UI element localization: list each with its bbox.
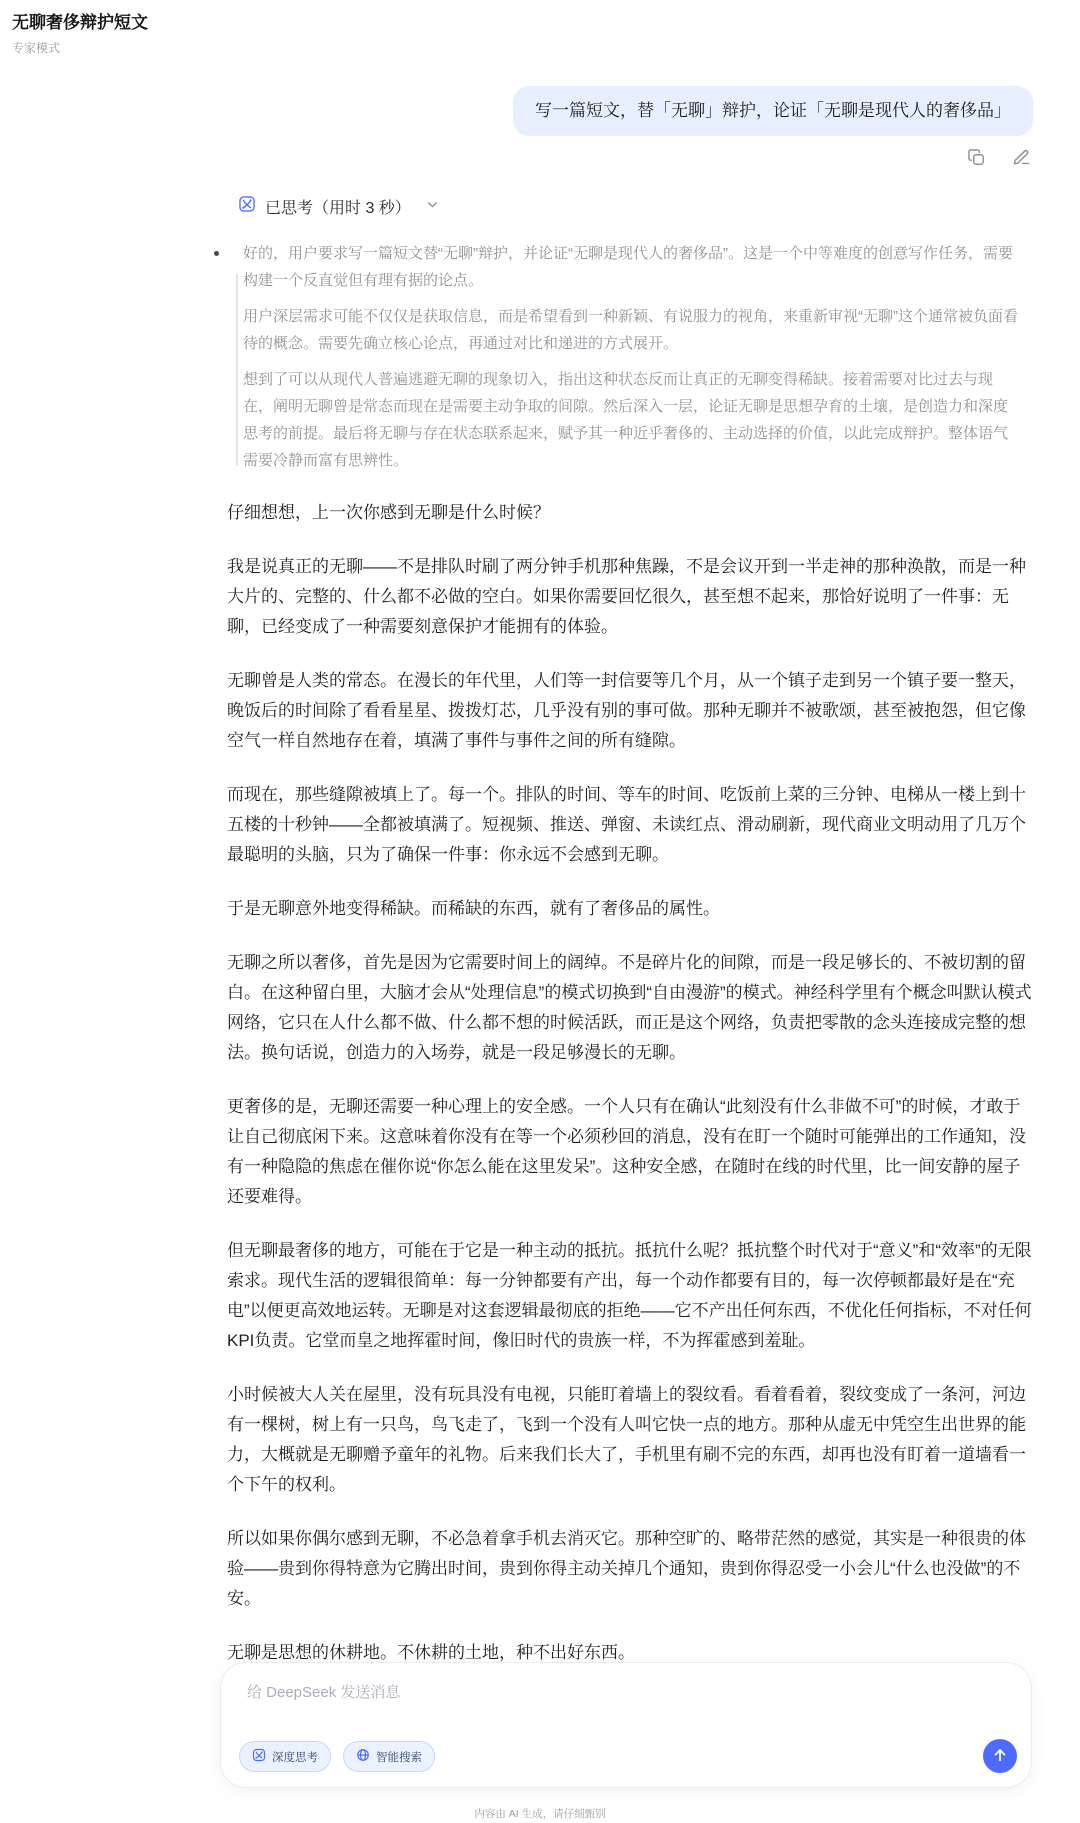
web-search-toggle[interactable] [343,1741,435,1772]
answer-paragraph: 于是无聊意外地变得稀缺。而稀缺的东西，就有了奢侈品的属性。 [227,899,720,918]
doc-header [12,8,148,56]
page-title: 无聊奢侈辩护短文 [12,13,148,32]
message-input[interactable] [247,1684,867,1701]
copy-icon [967,148,986,167]
thinking-paragraph: 想到了可以从现代人普遍逃避无聊的现象切入，指出这种状态反而让真正的无聊变得稀缺。接着需要对比过去与现在，阐明无聊曾是常态而现在是需要主动争取的间隙。然后深入一层，论证无聊是思想孕育的土壤，是创造力和深度思考的前提。最后将无聊与存在状态联系起来，赋予其一种近乎奢侈的、主动选择的价值，以此完成辩护。整体语气需要冷静而富有思辨性。 [243,371,1009,469]
thinking-content [227,240,1019,474]
globe-icon [356,1748,370,1765]
composer-toggles [239,1741,435,1772]
user-message-row [227,86,1033,136]
deep-think-toggle[interactable] [239,1741,331,1772]
answer-paragraph: 我是说真正的无聊——不是排队时刷了两分钟手机那种焦躁，不是会议开到一半走神的那种涣散，而是一种大片的、完整的、什么都不必做的空白。如果你需要回忆很久，甚至想不起来，那恰好说明了一件事：无聊，已经变成了一种需要刻意保护才能拥有的体验。 [227,557,1026,636]
answer-paragraph: 所以如果你偶尔感到无聊，不必急着拿手机去消灭它。那种空旷的、略带茫然的感觉，其实是一种很贵的体验——贵到你得特意为它腾出时间，贵到你得主动关掉几个通知，贵到你得忍受一小会儿“什么也没做”的不安。 [227,1529,1026,1608]
ai-disclaimer: 内容由 AI 生成，请仔细甄别 [474,1808,606,1820]
edit-icon [1012,148,1031,167]
mode-label: 专家模式 [12,41,61,55]
copy-message-button[interactable] [967,148,986,167]
assistant-answer [227,498,1033,1668]
user-message-bubble: 写一篇短文，替「无聊」辩护，论证「无聊是现代人的奢侈品」 [513,86,1033,136]
deepthink-atom-icon [252,1748,266,1765]
answer-paragraph: 仔细想想，上一次你感到无聊是什么时候？ [227,503,550,522]
answer-paragraph: 更奢侈的是，无聊还需要一种心理上的安全感。一个人只有在确认“此刻没有什么非做不可”的时候，才敢于让自己彻底闲下来。这意味着你没有在等一个必须秒回的消息，没有在盯一个随时可能弹出的工作通知，没有一种隐隐的焦虑在催你说“你怎么能在这里发呆”。这种安全感，在随时在线的时代里，比一间安静的屋子还要难得。 [227,1097,1026,1206]
composer [220,1662,1032,1788]
answer-paragraph: 无聊曾是人类的常态。在漫长的年代里，人们等一封信要等几个月，从一个镇子走到另一个镇子要一整天，晚饭后的时间除了看看星星、拨拨灯芯，几乎没有别的事可做。那种无聊并不被歌颂，甚至被抱怨，但它像空气一样自然地存在着，填满了事件与事件之间的所有缝隙。 [227,671,1026,750]
chat-column [227,0,1033,1710]
answer-paragraph: 无聊之所以奢侈，首先是因为它需要时间上的阔绰。不是碎片化的间隙，而是一段足够长的、不被切割的留白。在这种留白里，大脑才会从“处理信息”的模式切换到“自由漫游”的模式。神经科学里有个概念叫默认模式网络，它只在人什么都不做、什么都不想的时候活跃，而正是这个网络，负责把零散的念头连接成完整的想法。换句话说，创造力的入场券，就是一段足够漫长的无聊。 [227,953,1032,1062]
send-button[interactable] [983,1739,1017,1773]
answer-paragraph: 而现在，那些缝隙被填上了。每一个。排队的时间、等车的时间、吃饭前上菜的三分钟、电梯从一楼上到十五楼的十秒钟——全都被填满了。短视频、推送、弹窗、未读红点、滑动刷新，现代商业文明动用了几万个最聪明的头脑，只为了确保一件事：你永远不会感到无聊。 [227,785,1026,864]
deep-think-label: 深度思考 [272,1751,318,1764]
answer-paragraph: 小时候被大人关在屋里，没有玩具没有电视，只能盯着墙上的裂纹看。看着看着，裂纹变成了一条河，河边有一棵树，树上有一只鸟，鸟飞走了，飞到一个没有人叫它快一点的地方。那种从虚无中凭空生出世界的能力，大概就是无聊赠予童年的礼物。后来我们长大了，手机里有刷不完的东西，却再也没有盯着一道墙看一个下午的权利。 [227,1385,1026,1494]
answer-paragraph: 但无聊最奢侈的地方，可能在于它是一种主动的抵抗。抵抗什么呢？抵抗整个时代对于“意义”和“效率”的无限索求。现代生活的逻辑很简单：每一分钟都要有产出，每一个动作都要有目的，每一次停顿都最好是在“充电”以便更高效地运转。无聊是对这套逻辑最彻底的拒绝——它不产出任何东西，不优化任何指标，不对任何KPI负责。它堂而皇之地挥霍时间，像旧时代的贵族一样，不为挥霍感到羞耻。 [227,1241,1032,1350]
deepthink-atom-icon [238,195,256,218]
thinking-paragraph: 用户深层需求可能不仅仅是获取信息，而是希望看到一种新颖、有说服力的视角，来重新审视“无聊”这个通常被负面看待的概念。需要先确立核心论点，再通过对比和递进的方式展开。 [243,308,1018,352]
user-message-actions [227,148,1033,167]
thinking-paragraph: 好的，用户要求写一篇短文替“无聊”辩护，并论证“无聊是现代人的奢侈品”。这是一个中等难度的创意写作任务，需要构建一个反直觉但有理有据的论点。 [243,240,1019,294]
web-search-label: 智能搜索 [376,1751,422,1764]
edit-message-button[interactable] [1012,148,1031,167]
thinking-header-label: 已思考（用时 3 秒） [265,200,411,217]
chevron-down-icon [426,198,439,216]
answer-paragraph: 无聊是思想的休耕地。不休耕的土地，种不出好东西。 [227,1643,635,1662]
thinking-toggle[interactable] [227,195,1033,218]
arrow-up-icon [991,1746,1009,1767]
